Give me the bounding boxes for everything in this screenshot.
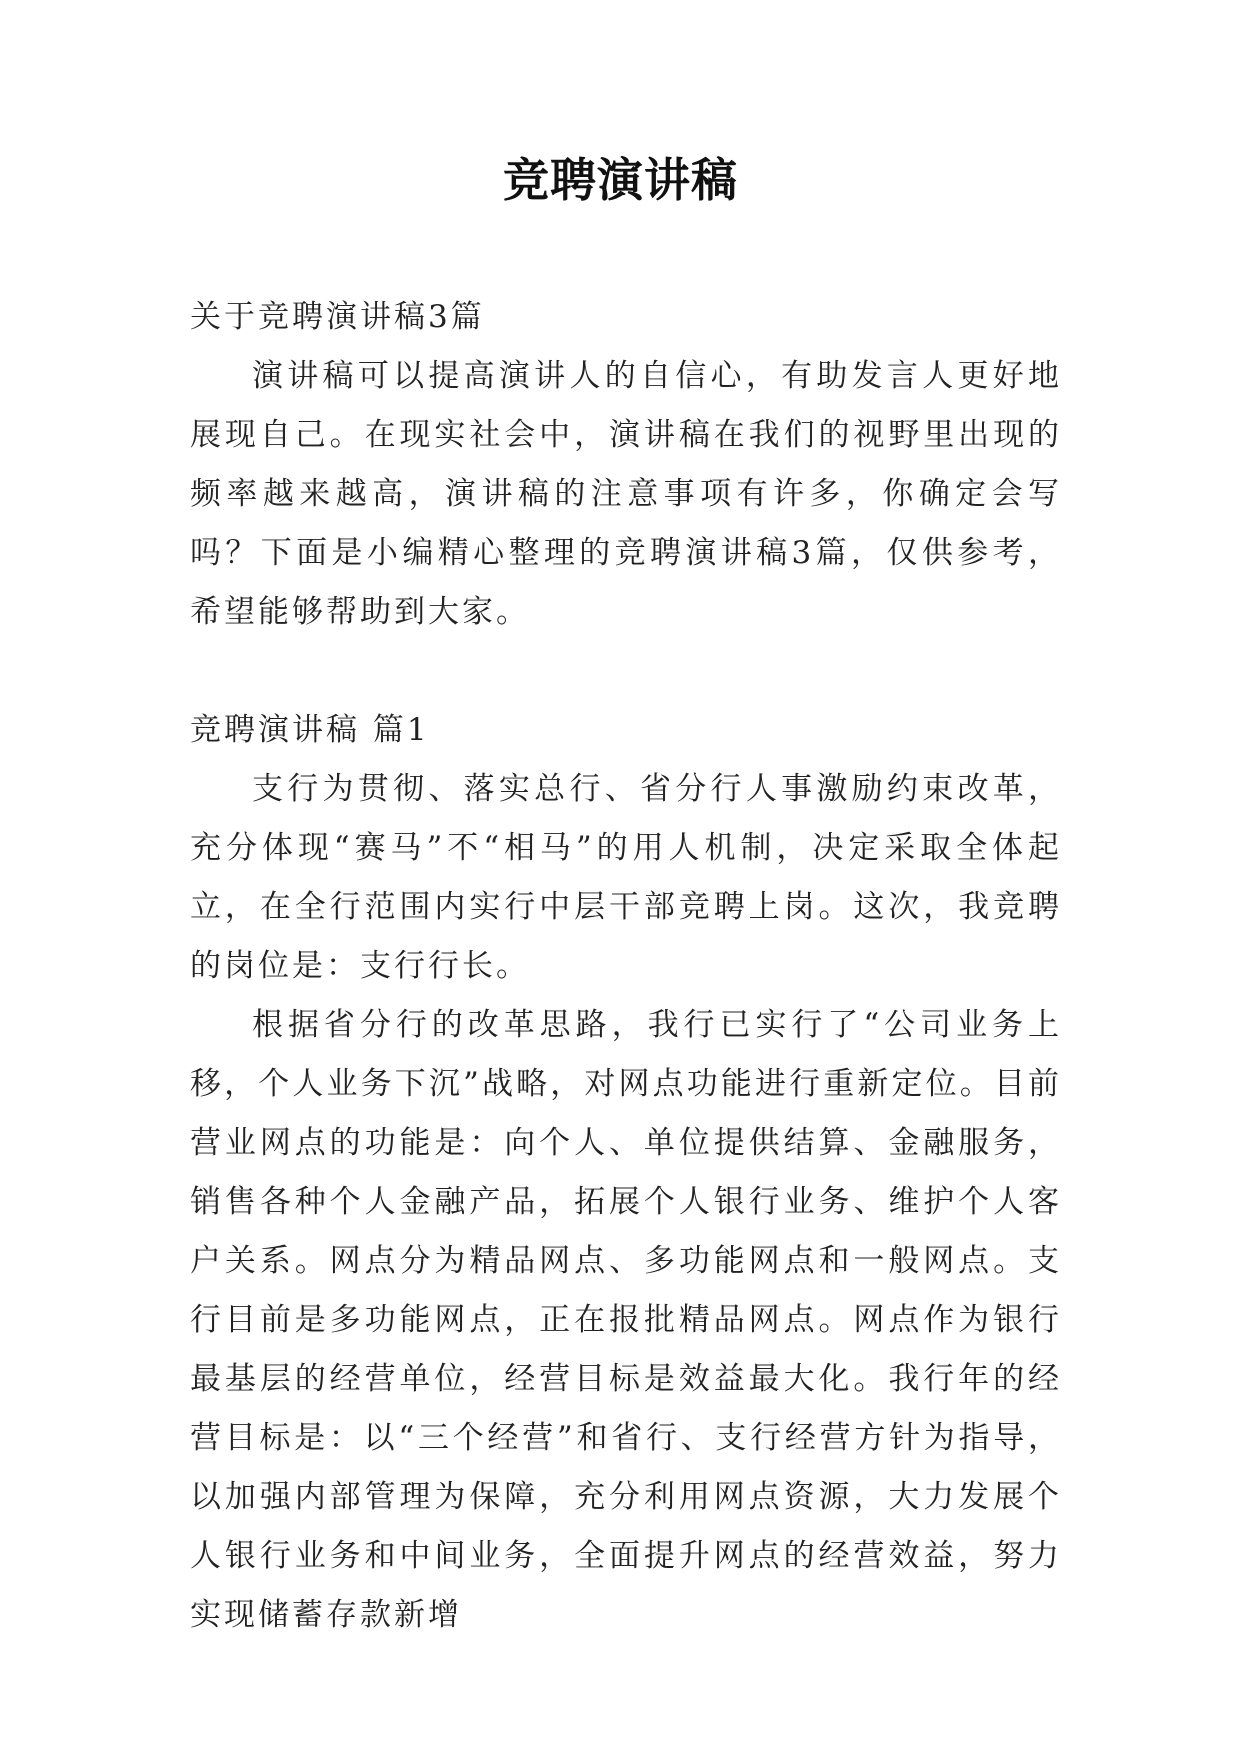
body-paragraph: 根据省分行的改革思路，我行已实行了“公司业务上移，个人业务下沉”战略，对网点功能进行重新定位。目前营业网点的功能是：向个人、单位提供结算、金融服务，销售各种个人金融产品，拓展个人银行业务、维护个人客户关系。网点分为精品网点、多功能网点和一般网点。支行目前是多功能网点，正在报批精品网点。网点作为银行最基层的经营单位，经营目标是效益最大化。我行年的经营目标是：以“三个经营”和省行、支行经营方针为指导，以加强内部管理为保障，充分利用网点资源，大力发展个人银行业务和中间业务，全面提升网点的经营效益，努力实现储蓄存款新增 (190, 1007, 1062, 1633)
intro-paragraph: 演讲稿可以提高演讲人的自信心，有助发言人更好地展现自己。在现实社会中，演讲稿在我们的视野里出现的频率越来越高，演讲稿的注意事项有许多，你确定会写吗？下面是小编精心整理的竞聘演讲稿3篇，仅供参考，希望能够帮助到大家。 (190, 358, 1062, 630)
section-spacer (190, 642, 1062, 701)
body-paragraph: 支行为贯彻、落实总行、省分行人事激励约束改革，充分体现“赛马”不“相马”的用人机制，决定采取全体起立，在全行范围内实行中层干部竞聘上岗。这次，我竞聘的岗位是：支行行长。 (190, 771, 1062, 984)
section-heading: 竞聘演讲稿 篇1 (190, 712, 430, 748)
document-body (190, 288, 1062, 1645)
document-subtitle: 关于竞聘演讲稿3篇 (190, 299, 485, 335)
document-title: 竞聘演讲稿 (503, 153, 738, 207)
